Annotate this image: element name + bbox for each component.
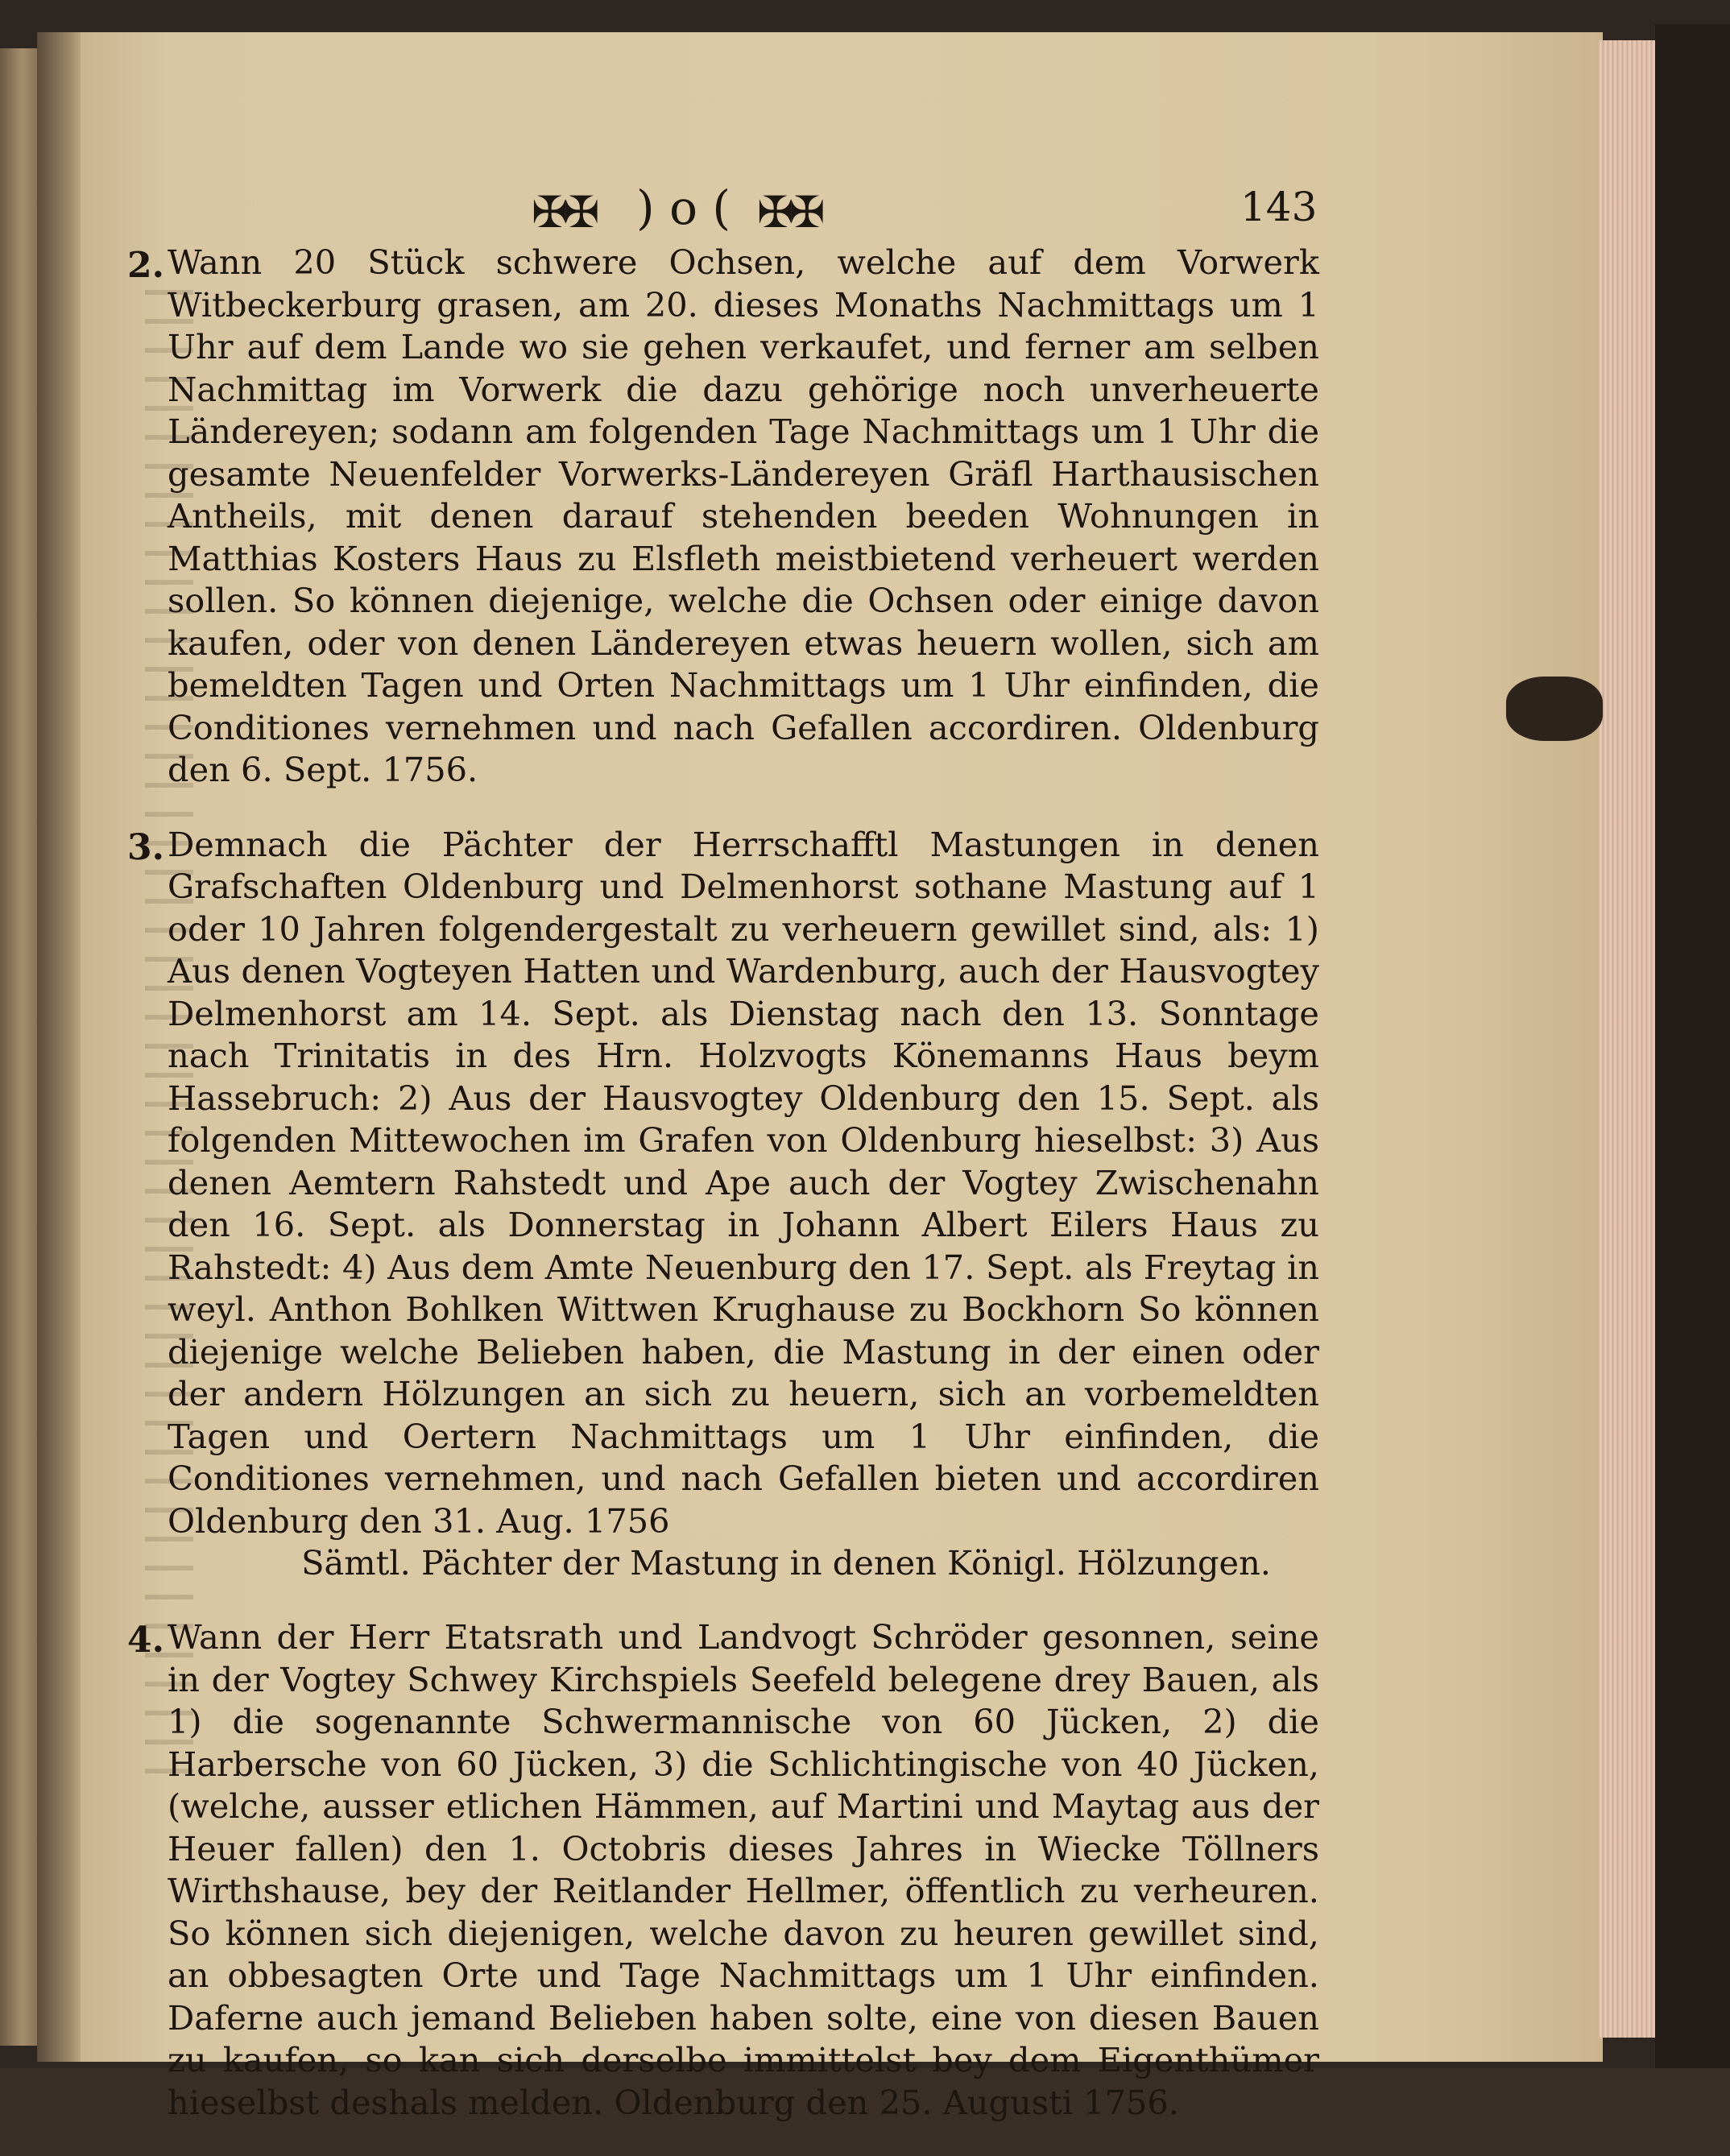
ornament-left: ✠✠ bbox=[532, 187, 595, 238]
entry-2 bbox=[127, 242, 1319, 792]
background-shadow bbox=[1655, 24, 1730, 2068]
header-ornament-center: ) o ( bbox=[636, 180, 731, 235]
entry-3 bbox=[127, 824, 1319, 1585]
entry-number: 2. bbox=[127, 245, 164, 286]
page-number: 143 bbox=[1240, 184, 1318, 230]
book-gutter bbox=[37, 32, 85, 2062]
entry-text: Demnach die Pächter der Herrschafftl Mastungen in denen Grafschaften Oldenburg und Delmenhorst sothane Mastung auf 1 oder 10 Jahren folgendergestalt zu verheuern gewillet sind, als: 1) Aus denen Vogteyen Hatten und Wardenburg, auch der Hausvogtey Delmenhorst am 14. Sept. als Dienstag nach den 13. Sonntage nach Trinitatis in des Hrn. Holzvogts Könemanns Haus beym Hassebruch: 2) Aus der Hausvogtey Oldenburg den 15. Sept. als folgenden Mittewochen im Grafen von Oldenburg hieselbst: 3) Aus denen Aemtern Rahstedt und Ape auch der Vogtey Zwischenahn den 16. Sept. als Donnerstag in Johann Albert Eilers Haus zu Rahstedt: 4) Aus dem Amte Neuenburg den 17. Sept. als Freytag in weyl. Anthon Bohlken Wittwen Krughause zu Bockhorn So können diejenige welche Belieben haben, die Mastung in der einen oder der andern Hölzungen an sich zu heuern, sich an vorbemeldten Tagen und Oertern Nachmittags um 1 Uhr einfinden, die Conditiones vernehmen, und nach Gefallen bieten und accordiren Oldenburg den 31. Aug. 1756 bbox=[168, 824, 1319, 1541]
entry-4 bbox=[127, 1616, 1319, 2124]
entry-number: 4. bbox=[127, 1620, 164, 1661]
body-text bbox=[127, 242, 1319, 2156]
entry-number: 3. bbox=[127, 826, 164, 868]
page-fore-edge bbox=[1599, 40, 1655, 2038]
entry-text: Wann der Herr Etatsrath und Landvogt Schröder gesonnen, seine in der Vogtey Schwey Kirchspiels Seefeld belegene drey Bauen, als 1) die sogenannte Schwermannische von 60 Jücken, 2) die Harbersche von 60 Jücken, 3) die Schlichtingische von 40 Jücken, (welche, ausser etlichen Hämmen, auf Martini und Maytag aus der Heuer fallen) den 1. Octobris dieses Jahres in Wiecke Töllners Wirthshause, bey der Reitlander Hellmer, öffentlich zu verheuren. So können sich diejenigen, welche davon zu heuren gewillet sind, an obbesagten Orte und Tage Nachmittags um 1 Uhr einfinden. Daferne auch jemand Belieben haben solte, eine von diesen Bauen zu kaufen, so kan sich derselbe immittelst bey dem Eigenthümer hieselbst deshals melden. Oldenburg den 25. Augusti 1756. bbox=[168, 1617, 1319, 2122]
left-page-edge bbox=[0, 48, 37, 2046]
entry-text: Wann 20 Stück schwere Ochsen, welche auf dem Vorwerk Witbeckerburg grasen, am 20. dieses Monaths Nachmittags um 1 Uhr auf dem Lande wo sie gehen verkaufet, und ferner am selben Nachmittag im Vorwerk die dazu gehörige noch unverheuerte Ländereyen; sodann am folgenden Tage Nachmittags um 1 Uhr die gesamte Neuenfelder Vorwerks-Ländereyen Gräfl Harthausischen Antheils, mit denen darauf stehenden beeden Wohnungen in Matthias Kosters Haus zu Elsfleth meistbietend verheuert werden sollen. So können diejenige, welche die Ochsen oder einige davon kaufen, oder von denen Ländereyen etwas heuern wollen, sich am bemeldten Tagen und Orten Nachmittags um 1 Uhr einfinden, die Conditiones vernehmen und nach Gefallen accordiren. Oldenburg den 6. Sept. 1756. bbox=[168, 242, 1319, 789]
page-header bbox=[515, 176, 1273, 240]
entry-signature: Sämtl. Pächter der Mastung in denen Königl. Hölzungen. bbox=[301, 1543, 1271, 1583]
ornament-right: ✠✠ bbox=[757, 187, 821, 238]
page-stain bbox=[1506, 677, 1603, 741]
